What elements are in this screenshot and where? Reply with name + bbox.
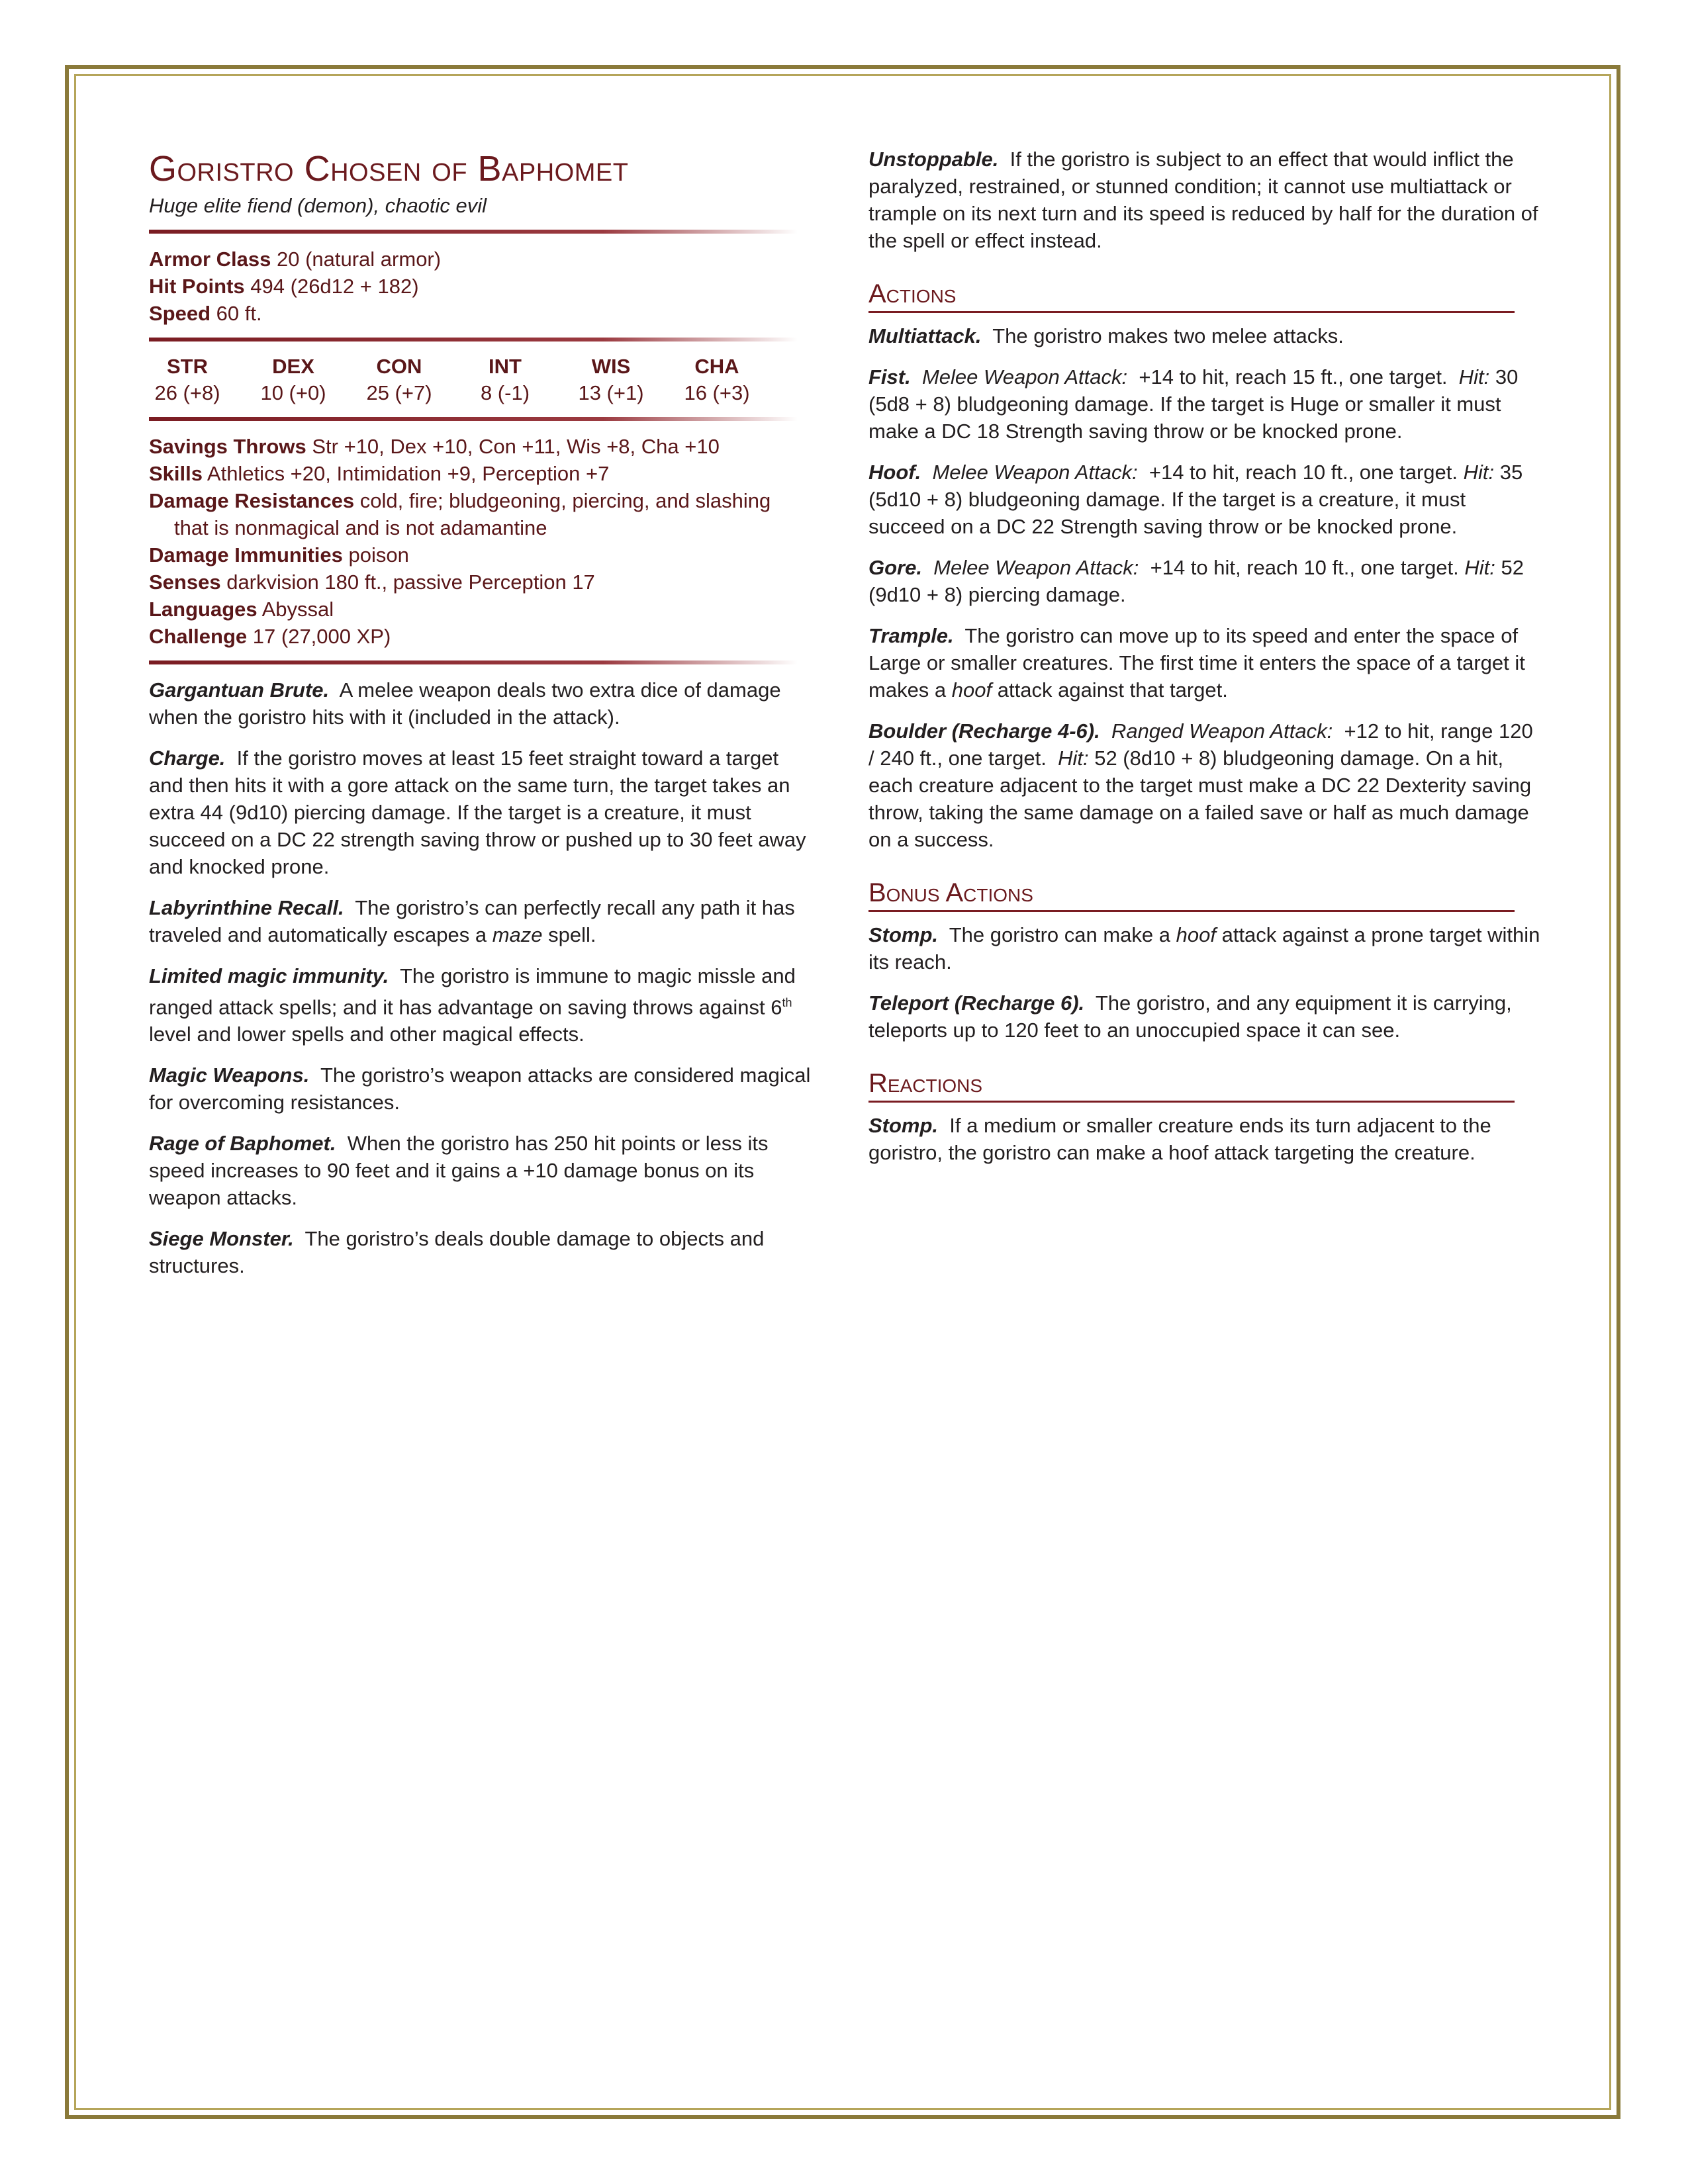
ability-str: STR 26 (+8) [154,355,220,404]
divider [149,660,798,664]
ability-con: CON 25 (+7) [366,355,432,404]
reactions-heading: Reactions [868,1068,1515,1103]
ability-scores [134,353,770,406]
speed-line: Speed 60 ft. [149,302,262,325]
bonus-actions-heading: Bonus Actions [868,877,1515,912]
monster-name: Goristro Chosen of Baphomet [149,149,629,189]
bonus-action-teleport: Teleport (Recharge 6). The goristro, and any equipment it is carrying, teleports up to 120 feet to an unoccupied space it can see. [868,991,1512,1042]
bonus-action-stomp: Stomp. The goristro can make a hoof attack against a prone target within its reach. [868,923,1540,974]
action-trample: Trample. The goristro can move up to its speed and enter the space of Large or smaller creatures. The first time it enters the space of a target it makes a hoof attack against that target. [868,624,1525,702]
divider [149,230,798,234]
ability-wis: WIS 13 (+1) [578,355,644,404]
damage-resistances-continued: that is nonmagical and is not adamantine [174,516,547,539]
skills-line: Skills Athletics +20, Intimidation +9, Perception +7 [149,462,610,485]
actions-heading: Actions [868,278,1515,313]
reaction-stomp: Stomp. If a medium or smaller creature ends its turn adjacent to the goristro, the goristro can make a hoof attack targeting the creature. [868,1114,1491,1164]
left-column [149,149,818,1293]
trait-siege-monster: Siege Monster. The goristro’s deals double damage to objects and structures. [149,1227,765,1278]
trait-gargantuan-brute: Gargantuan Brute. A melee weapon deals two extra dice of damage when the goristro hits with it (included in the attack). [149,678,781,729]
senses-line: Senses darkvision 180 ft., passive Perception 17 [149,570,595,594]
damage-immunities-line: Damage Immunities poison [149,543,409,567]
damage-resistances-line: Damage Resistances cold, fire; bludgeoning, piercing, and slashing [149,489,771,512]
action-fist: Fist. Melee Weapon Attack: +14 to hit, reach 15 ft., one target. Hit: 30 (5d8 + 8) bludgeoning damage. If the target is Huge or smaller it must make a DC 18 Strength saving throw or be knocked prone. [868,365,1519,443]
languages-line: Languages Abyssal [149,598,334,621]
action-boulder: Boulder (Recharge 4-6). Ranged Weapon Attack: +12 to hit, range 120 / 240 ft., one target. Hit: 52 (8d10 + 8) bludgeoning damage. On a hit, each creature adjacent to the target must make a DC 22 Dexterity saving throw, taking the same damage on a failed save or half as much damage on a success. [868,719,1533,851]
ability-int: INT 8 (-1) [480,355,530,404]
saving-throws-line: Savings Throws Str +10, Dex +10, Con +11, Wis +8, Cha +10 [149,435,720,458]
divider [149,417,798,421]
trait-magic-weapons: Magic Weapons. The goristro’s weapon attacks are considered magical for overcoming resistances. [149,1064,811,1115]
trait-rage-of-baphomet: Rage of Baphomet. When the goristro has 250 hit points or less its speed increases to 90 feet and it gains a +10 damage bonus on its weapon attacks. [149,1132,769,1210]
ability-cha: CHA 16 (+3) [684,355,750,404]
action-hoof: Hoof. Melee Weapon Attack: +14 to hit, reach 10 ft., one target. Hit: 35 (5d10 + 8) bludgeoning damage. If the target is a creature, it must succeed on a DC 22 Strength saving throw or be knocked prone. [868,461,1523,538]
trait-limited-magic-immunity: Limited magic immunity. The goristro is immune to magic missle and ranged attack spells; and it has advantage on saving throws against 6th level and lower spells and other magical effects. [149,964,796,1046]
trait-unstoppable: Unstoppable. If the goristro is subject to an effect that would inflict the paralyzed, restrained, or stunned condition; it cannot use multiattack or trample on its next turn and its speed is reduced by half for the duration of the spell or effect instead. [868,148,1538,252]
action-multiattack: Multiattack. The goristro makes two melee attacks. [868,324,1344,347]
action-gore: Gore. Melee Weapon Attack: +14 to hit, reach 10 ft., one target. Hit: 52 (9d10 + 8) piercing damage. [868,556,1524,606]
armor-class-line: Armor Class 20 (natural armor) [149,248,442,271]
trait-charge: Charge. If the goristro moves at least 15 feet straight toward a target and then hits it with a gore attack on the same turn, the target takes an extra 44 (9d10) piercing damage. If the target is a creature, it must succeed on a DC 22 strength saving throw or pushed up to 30 feet away and knocked prone. [149,747,806,878]
divider [149,338,798,341]
challenge-line: Challenge 17 (27,000 XP) [149,625,391,648]
right-column [868,146,1544,1180]
hit-points-line: Hit Points 494 (26d12 + 182) [149,275,419,298]
monster-type-line: Huge elite fiend (demon), chaotic evil [149,194,487,217]
trait-labyrinthine-recall: Labyrinthine Recall. The goristro’s can perfectly recall any path it has traveled and automatically escapes a maze spell. [149,896,795,946]
ability-dex: DEX 10 (+0) [260,355,326,404]
